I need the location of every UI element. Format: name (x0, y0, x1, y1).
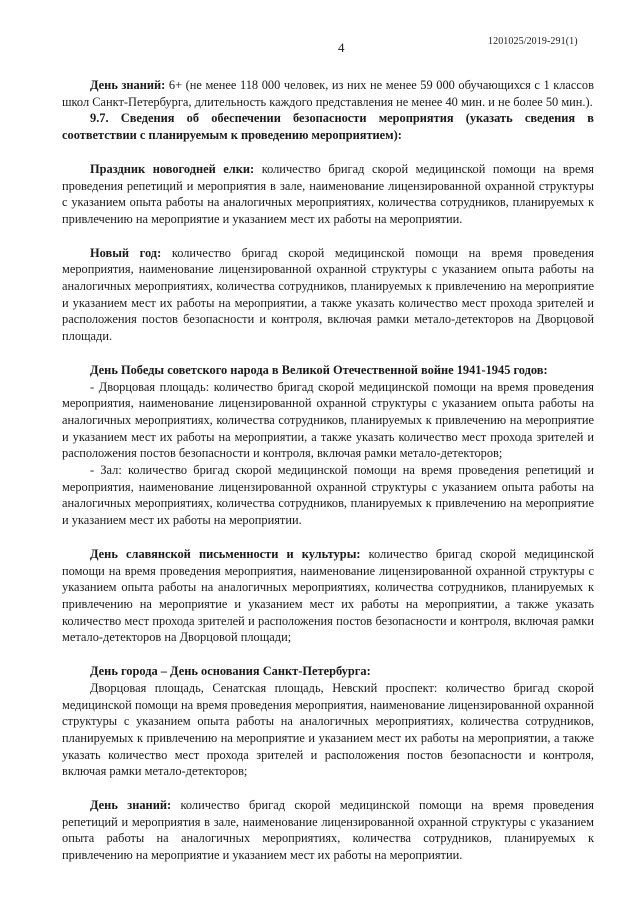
page-number: 4 (338, 40, 345, 55)
intro-title: День знаний: (90, 78, 166, 92)
event-item-palace-square: - Дворцовая площадь: количество бригад скорой медицинской помощи на время проведения мероприятия, наименование лицензированной охранной структуры с указанием опыта работы на аналогичных мероприятиях, количества сотрудников, планируемых к привлечению на мероприятие и указанием мест их работы на мероприятии, а также указать количество мест прохода зрителей и расположения постов безопасности и контроля, включая рамки метало-детекторов; (62, 379, 594, 461)
document-body (62, 77, 594, 864)
event-text: количество бригад скорой медицинской помощи на время проведения репетиций и мероприятия в зале, наименование лицензированной охранной структуры с указанием опыта работы на аналогичных мероприятиях, количества сотрудников, планируемых к привлечению на мероприятие и указанием мест их работы на мероприятии. (62, 161, 594, 226)
event-paragraph-knowledge-day (62, 797, 594, 864)
event-title: Новый год: (90, 245, 162, 260)
event-title-city-day: День города – День основания Санкт-Петербурга: (90, 664, 371, 679)
section-heading: 9.7. Сведения об обеспечении безопасности мероприятия (указать сведения в соответствии с планируемым к проведению мероприятием): (62, 111, 594, 143)
document-id: 1201025/2019-291(1) (488, 36, 578, 47)
event-text-city-day: Дворцовая площадь, Сенатская площадь, Невский проспект: количество бригад скорой медицинской помощи на время проведения мероприятия, наименование лицензированной охранной структуры с указанием опыта работы на аналогичных мероприятиях, количества сотрудников, планируемых к привлечению на мероприятие и указанием мест их работы на мероприятии, а также указать количество мест прохода зрителей и расположения постов безопасности и контроля, включая рамки метало-детекторов; (62, 680, 594, 779)
event-text: количество бригад скорой медицинской помощи на время проведения мероприятия, наименование лицензированной охранной структуры с указанием опыта работы на аналогичных мероприятиях, количества сотрудников, планируемых к привлечению на мероприятие и указанием мест их работы на мероприятии, а также указать количество мест прохода зрителей и расположения постов безопасности и контроля, включая рамки метало-детекторов на Дворцовой площади. (62, 245, 594, 344)
event-title: Праздник новогодней елки: (90, 161, 255, 176)
event-text: количество бригад скорой медицинской помощи на время проведения репетиций и мероприятия в зале, наименование лицензированной охранной структуры с указанием опыта работы на аналогичных мероприятиях, количества сотрудников, планируемых к привлечению на мероприятие и указанием мест их работы на мероприятии. (62, 798, 594, 863)
event-paragraph-new-year (62, 245, 594, 345)
event-item-hall: - Зал: количество бригад скорой медицинской помощи на время проведения репетиций и мероприятия, наименование лицензированной охранной структуры с указанием опыта работы на аналогичных мероприятиях, количества сотрудников, планируемых к привлечению на мероприятие и указанием мест их работы на мероприятии. (62, 463, 594, 528)
event-title: День славянской письменности и культуры: (90, 546, 361, 561)
event-text: количество бригад скорой медицинской помощи на время проведения мероприятия, наименование лицензированной охранной структуры с указанием опыта работы на аналогичных мероприятиях, количества сотрудников, планируемых к привлечению на мероприятие и указанием мест их работы на мероприятии, а также указать количество мест прохода зрителей и расположения постов безопасности и контроля, включая рамки метало-детекторов на Дворцовой площади; (62, 546, 594, 645)
event-title: День знаний: (90, 798, 172, 813)
intro-text: 6+ (не менее 118 000 человек, из них не менее 59 000 обучающихся с 1 классов школ Санкт-Петербурга, длительность каждого представления не менее 40 мин. и не более 50 мин.). (62, 78, 594, 109)
intro-paragraph (62, 77, 594, 110)
event-title-victory-day: День Победы советского народа в Великой Отечественной войне 1941-1945 годов: (90, 362, 548, 377)
event-paragraph-slavic-culture (62, 546, 594, 646)
event-paragraph-new-year-tree (62, 161, 594, 228)
